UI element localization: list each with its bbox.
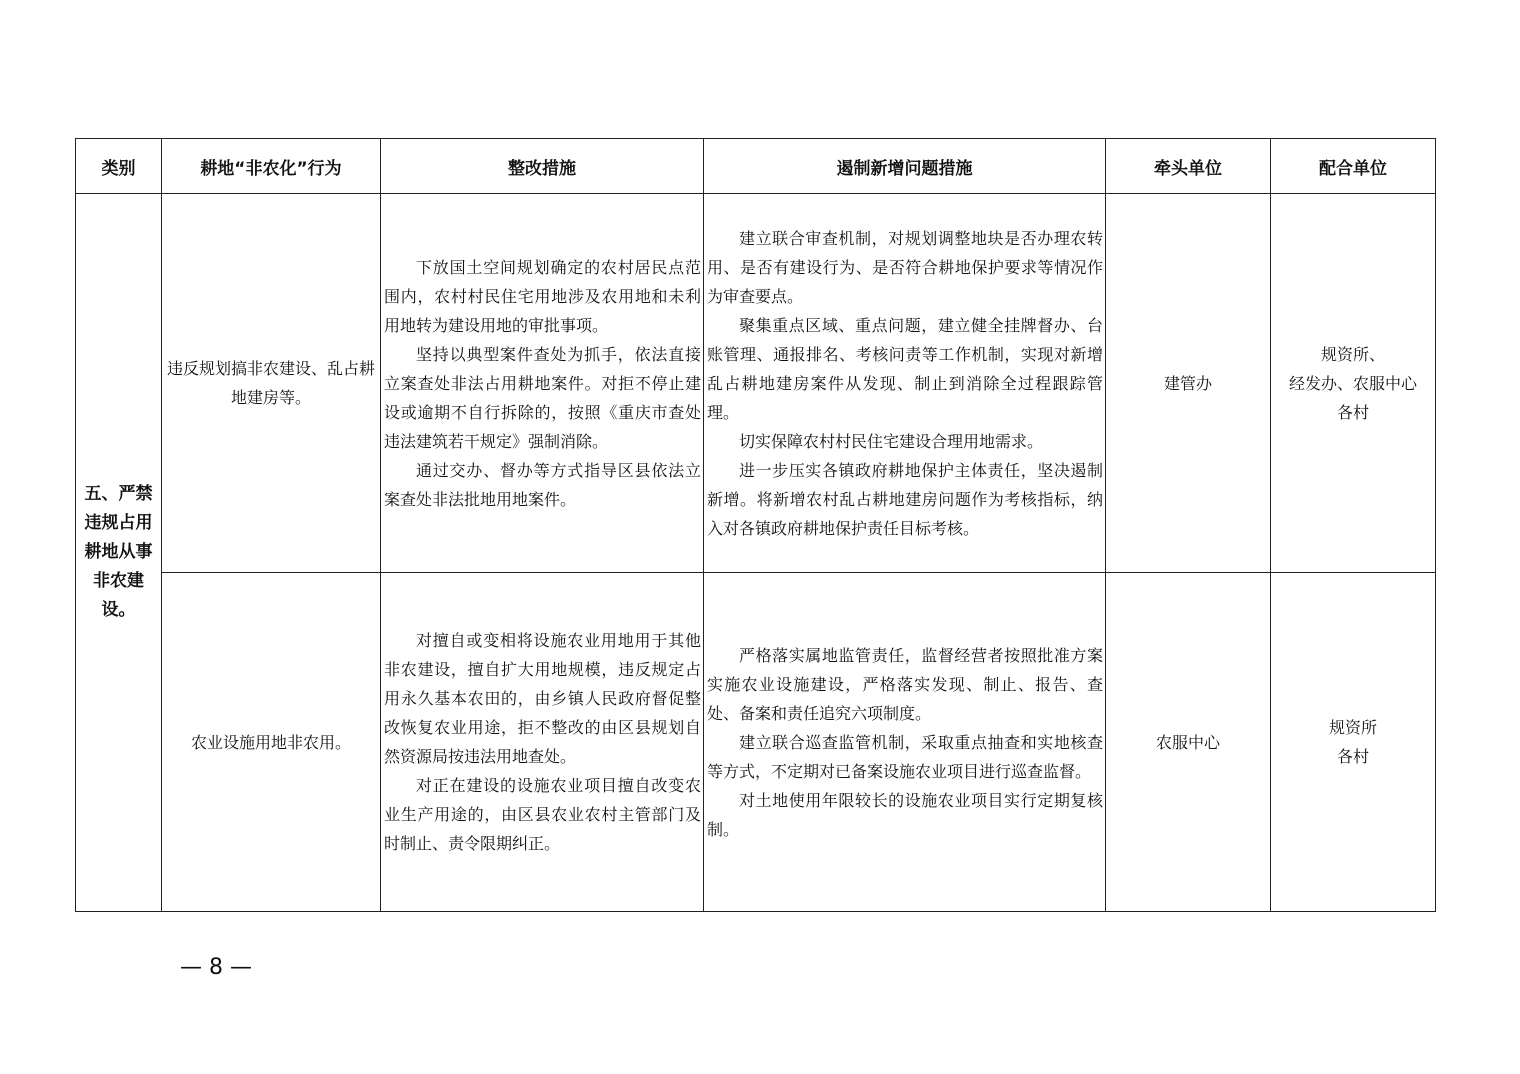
coop-unit-line: 规资所 <box>1328 718 1377 737</box>
header-coop-unit: 配合单位 <box>1271 139 1436 194</box>
paragraph: 通过交办、督办等方式指导区县依法立案查处非法批地用地案件。 <box>384 460 701 509</box>
lead-unit-cell: 农服中心 <box>1106 573 1271 912</box>
coop-unit-line: 规资所、 <box>1320 344 1385 364</box>
behavior-cell: 农业设施用地非农用。 <box>162 573 381 912</box>
paragraph: 聚集重点区域、重点问题，建立健全挂牌督办、台账管理、通报排名、考核问责等工作机制，实现对新增乱占耕地建房案件从发现、制止到消除全过程跟踪管理。 <box>707 315 1103 422</box>
rectification-cell <box>381 573 704 912</box>
coop-unit-line: 各村 <box>1336 402 1369 422</box>
paragraph: 下放国土空间规划确定的农村居民点范围内，农村村民住宅用地涉及农用地和未利用地转为建设用地的审批事项。 <box>384 257 701 335</box>
coop-unit-line: 经发办、农服中心 <box>1288 373 1417 393</box>
table-header-row <box>76 139 1436 194</box>
paragraph: 坚持以典型案件查处为抓手，依法直接立案查处非法占用耕地案件。对拒不停止建设或逾期不自行拆除的，按照《重庆市查处违法建筑若干规定》强制消除。 <box>384 344 701 451</box>
header-category: 类别 <box>76 139 162 194</box>
prevention-cell <box>704 573 1106 912</box>
paragraph: 进一步压实各镇政府耕地保护主体责任，坚决遏制新增。将新增农村乱占耕地建房问题作为考核指标，纳入对各镇政府耕地保护责任目标考核。 <box>707 460 1103 538</box>
coop-unit-cell <box>1271 573 1436 912</box>
measures-table <box>75 138 1436 912</box>
paragraph: 切实保障农村村民住宅建设合理用地需求。 <box>739 431 1044 451</box>
prevention-cell <box>704 194 1106 573</box>
paragraph: 对正在建设的设施农业项目擅自改变农业生产用途的，由区县农业农村主管部门及时制止、责令限期纠正。 <box>384 776 701 853</box>
paragraph: 建立联合审查机制，对规划调整地块是否办理农转用、是否有建设行为、是否符合耕地保护要求等情况作为审查要点。 <box>707 228 1103 306</box>
coop-unit-line: 各村 <box>1336 747 1369 766</box>
coop-unit-cell <box>1271 194 1436 573</box>
rectification-cell <box>381 194 704 573</box>
paragraph: 对擅自或变相将设施农业用地用于其他非农建设，擅自扩大用地规模，违反规定占用永久基本农田的，由乡镇人民政府督促整改恢复农业用途，拒不整改的由区县规划自然资源局按违法用地查处。 <box>384 631 701 766</box>
table-row <box>76 194 1436 573</box>
header-prevention: 遏制新增问题措施 <box>704 139 1106 194</box>
table-row <box>76 573 1436 912</box>
behavior-cell: 违反规划搞非农建设、乱占耕地建房等。 <box>162 194 381 573</box>
page-number: — 8 — <box>180 955 252 980</box>
paragraph: 严格落实属地监管责任，监督经营者按照批准方案实施农业设施建设，严格落实发现、制止、报告、查处、备案和责任追究六项制度。 <box>707 645 1103 723</box>
header-behavior: 耕地“非农化”行为 <box>162 139 381 194</box>
category-cell: 五、严禁违规占用耕地从事非农建设。 <box>76 194 162 912</box>
header-lead-unit: 牵头单位 <box>1106 139 1271 194</box>
lead-unit-cell: 建管办 <box>1106 194 1271 573</box>
paragraph: 对土地使用年限较长的设施农业项目实行定期复核制。 <box>707 790 1103 839</box>
header-rectification: 整改措施 <box>381 139 704 194</box>
paragraph: 建立联合巡查监管机制，采取重点抽查和实地核查等方式，不定期对已备案设施农业项目进行巡查监督。 <box>707 732 1103 781</box>
